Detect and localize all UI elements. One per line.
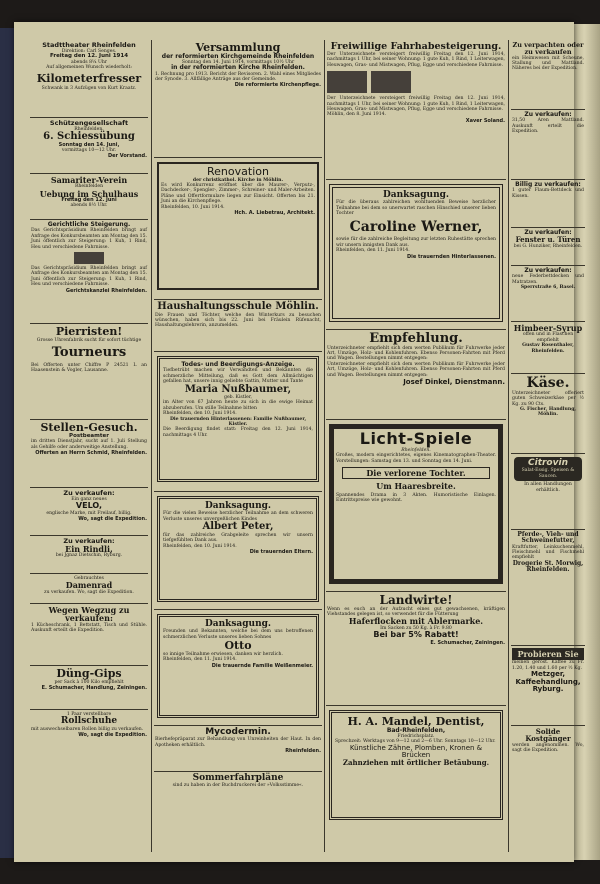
heading: Danksagung. xyxy=(382,190,450,200)
text: Friedrichsplatz. xyxy=(397,733,435,739)
signature: Gerichtskanzlei Rheinfelden. xyxy=(65,287,147,294)
signature: Die reformierte Kirchenpflege. xyxy=(234,82,321,89)
text: Sonntag den 14. Juni 1914, vormittags 10½ Uhr xyxy=(181,59,295,65)
text: Das Gerichtspräsidium Rheinfelden bringt auf Anfrage des Konkursbeamten am Montag den 15. Juni öffentlich zur Steigerung: 1 Kuh, 1 Rind, Heu und verschiedene Fahrnisse. xyxy=(31,228,147,250)
ad-mattland xyxy=(511,110,585,180)
ad-dentist xyxy=(326,706,506,826)
text: Unterzeichneter empfiehlt sich dem werten Publikum für Fuhrwerke jeder Art, Umzüge, Holz- und Kohlenfuhren. Ebenso Personen-Fahrten mit Pferd und Wagen. Bestellungen nimmt entgegen: xyxy=(327,361,505,378)
text: 31,50 Aren Mattland. Auskunft erteilt die Expedition. xyxy=(512,118,584,135)
play-title: Kilometerfresser xyxy=(36,71,142,85)
heading: Todes- und Beerdigungs-Anzeige. xyxy=(181,361,295,368)
text: Ein ganz neues xyxy=(71,496,107,502)
deceased-name: Maria Nußbaumer, xyxy=(184,383,292,395)
text: Der Unterzeichnete versteigert freiwillig Freitag den 12. Juni 1914, nachmittags 1 Uhr, bei seiner Wohnung: 1 gute Kuh, 1 Rind, 1 Leiterwagen, Heuwagen, Gras- und Mistwagen, Pflug, Egge und verschiedene Fahrnisse. xyxy=(327,96,505,112)
text: Rheinfelden, den 10. Juni 1914. xyxy=(163,543,237,549)
heading: Zu verkaufen: xyxy=(524,267,572,274)
ad-schuetzen xyxy=(30,118,148,174)
signature: Die trauernden Hinterlassenen. xyxy=(406,253,496,260)
item: Haferflocken mit Ablermarke. xyxy=(348,616,484,627)
text: Für die vielen Beweise herzlicher Teilnahme an dem schweren Verluste unseres unvergeßlichen Kindes xyxy=(163,511,313,522)
item: VELO, xyxy=(75,501,103,511)
heading: Mycodermin. xyxy=(205,727,271,737)
signature: Wo, sagt die Expedition. xyxy=(78,516,147,523)
heading: Billig zu verkaufen: xyxy=(515,181,581,188)
text: für das zahlreiche Grabgeleite sprechen wir unsern tiefgefühlten Dank aus. xyxy=(163,532,313,544)
text: Das Gerichtspräsidium Rheinfelden bringt auf Anfrage des Konkursbeamten am Montag den 15. Juni öffentlich zur Steigerung: 1 Kuh, 1 Rind, Heu und verschiedene Fahrnisse. xyxy=(31,265,147,288)
ad-danksagung-peter xyxy=(154,492,322,610)
signature: Offerten an Herrn Schmid, Rheinfelden. xyxy=(35,450,147,457)
text: 1. Rechnung pro 1913. Bericht der Revisoren. 2. Wahl eines Mitgliedes der Synode. 3. Allfällige Anträge aus der Gemeinde. xyxy=(155,71,321,82)
ad-sommerfahrplaene xyxy=(154,772,322,812)
text: Zahnziehen mit örtlicher Betäubung. xyxy=(342,758,490,768)
ad-renovation xyxy=(154,158,322,300)
heading: Solide Kostgänger xyxy=(525,727,571,744)
text: Unterzeichneter empfiehlt sich dem werten Publikum für Fuhrwerke jeder Art, Umzüge, Holz- und Kohlenfuhren. Ebenso Personen-Fahrten mit Pferd und Wagen. Bestellungen nimmt entgegen: xyxy=(327,345,505,362)
ad-pierristen xyxy=(30,324,148,420)
ad-futter xyxy=(511,530,585,646)
ad-dinggips xyxy=(30,666,148,710)
text: mit auswechselbaren Rollen billig zu verkaufen. xyxy=(31,726,144,732)
item: Ein Rindli, xyxy=(65,543,113,554)
text: sind zu haben in der Buchdruckerei der »Volksstimme«. xyxy=(172,783,304,789)
heading: Stellen-Gesuch. xyxy=(40,421,138,434)
heading: Pferde-, Vieh- und Schweinefutter, xyxy=(517,531,579,545)
deceased-name: Otto xyxy=(224,639,252,653)
ad-danksagung-werner xyxy=(326,180,506,330)
text: Postbeamter xyxy=(69,432,109,439)
text: werden angenommen. Wo, sagt die Expedition. xyxy=(512,742,584,754)
heading: Haushaltungsschule Möhlin. xyxy=(157,301,319,312)
heading: H. A. Mandel, Dentist, xyxy=(347,715,485,728)
ad-versammlung xyxy=(154,40,322,158)
column-rule xyxy=(508,40,509,852)
signature: E. Schumacher, Handlung, Zeiningen. xyxy=(41,684,147,691)
text: Künstliche Zähne, Plomben, Kronen & Brücken xyxy=(349,743,483,759)
signature: Die trauernden Hinterlassenen: Familie Nußbaumer, Kistler. xyxy=(169,416,307,428)
heading: Danksagung. xyxy=(204,501,272,511)
text: Spannendes Drama in 3 Akten. Humoristische Einlagen. Eintrittspreise wie gewohnt. xyxy=(336,492,496,504)
heading: Landwirte! xyxy=(379,593,453,607)
text: in der reformierten Kirche Rheinfelden. xyxy=(171,64,305,72)
heading: Pierristen! xyxy=(55,325,123,338)
heading: Samariter-Verein xyxy=(50,175,128,185)
heading: Danksagung. xyxy=(204,619,272,629)
text: 1 Paar verstellbare xyxy=(66,712,112,717)
deceased-name: Caroline Werner, xyxy=(349,218,483,235)
heading: Stadttheater Rheinfelden xyxy=(42,41,136,49)
book-spine xyxy=(0,28,14,858)
text: neue Federbettdecken und Matratzen. xyxy=(512,274,584,285)
text: im Alter von 67 Jahren heute zu sich in die ewige Heimat abzuberufen. Um stille Teilnahme bitten xyxy=(163,400,313,411)
ad-samariter xyxy=(30,174,148,220)
signature: E. Schumacher, Zeiningen. xyxy=(430,639,505,646)
column-2 xyxy=(154,40,322,852)
ad-rindli xyxy=(30,536,148,574)
text: zu verkaufen. Wo, sagt die Expedition. xyxy=(44,589,134,595)
heading: Zu verkaufen: xyxy=(524,229,572,236)
text: Gebrauchtes xyxy=(74,576,104,581)
ad-velo xyxy=(30,488,148,536)
signature: Metzger, Kaffeehandlung, Ryburg. xyxy=(515,670,581,693)
heading: Käse. xyxy=(526,375,570,391)
keyword: Tourneurs xyxy=(51,344,127,360)
discount: Bei bar 5% Rabatt! xyxy=(373,630,459,640)
text: Freitag den 12. Juni xyxy=(61,197,117,204)
ad-federbetten xyxy=(511,266,585,322)
ad-empfehlung xyxy=(326,330,506,420)
text: geb. Kistler, xyxy=(224,395,252,401)
text: 1 Kücheschrank, 1 Bettstatt, Tisch und Stühle. Auskunft erteilt die Expedition. xyxy=(31,622,147,634)
ad-lichtspiele xyxy=(326,420,506,592)
text: Rheinfelden, den 11. Juni 1914. xyxy=(163,657,237,663)
ad-damenrad xyxy=(30,574,148,604)
brand-logo: Citrovin xyxy=(528,458,568,468)
ad-steigerung xyxy=(30,220,148,324)
text: abends 8¼ Uhr xyxy=(71,59,107,65)
text: Auf allgemeinen Wunsch wiederholt: xyxy=(46,65,132,71)
text: Die Frauen und Töchter, welche den Winterkurs zu besuchen wünschen, haben sich bis 22. Juni bei Fräulein Rüfenacht, Haushaltungslehrerin, anzumelden. xyxy=(155,312,321,329)
signature: Drogerie St. Morwig, Rheinfelden. xyxy=(512,559,584,574)
signature: Rheinfelden. xyxy=(285,748,321,755)
text: der reformierten Kirchgemeinde Rheinfelden xyxy=(161,52,315,60)
cow-illustration xyxy=(327,71,367,93)
ad-landwirte xyxy=(326,592,506,706)
text: Bierhefepräparat zur Behandlung von Unreinheiten der Haut. In den Apotheken erhältlich. xyxy=(155,737,321,748)
heading: Himbeer-Syrup xyxy=(513,323,583,333)
signature: Xaver Soland. xyxy=(465,117,505,124)
text: Rheinfelden xyxy=(74,184,104,190)
ad-kaese xyxy=(511,374,585,454)
text: vormittags 10—12 Uhr. xyxy=(61,147,117,153)
ad-kostgaenger xyxy=(511,726,585,766)
signature: Wo, sagt die Expedition. xyxy=(78,732,147,739)
text: Bad-Rheinfelden, xyxy=(386,726,446,734)
column-3 xyxy=(326,40,506,852)
heading: Renovation xyxy=(207,165,269,178)
newspaper-page xyxy=(14,22,584,862)
text: Rheinfelden, 10. Juni 1914. xyxy=(161,204,225,210)
text: im dritten Dienstjahr, sucht auf 1. Juli Stellung als Gehilfe oder anderweitige Anstellung. xyxy=(31,439,147,450)
ad-fenster xyxy=(511,228,585,266)
column-1 xyxy=(30,40,148,852)
ad-todes-anzeige xyxy=(154,352,322,492)
signature: Sperrstraße 6, Basel. xyxy=(520,285,576,291)
heading: Empfehlung. xyxy=(369,331,463,346)
text: englische Marke, mit Freilauf, billig. xyxy=(46,510,132,516)
signature: Die trauernde Familie Weißenmeier. xyxy=(211,662,313,669)
heading: Zu verkaufen: xyxy=(63,537,115,545)
text: Die Beerdigung findet statt: Freitag den 12. Juni 1914, nachmittags 4 Uhr. xyxy=(163,427,313,438)
text: Rheinfelden. xyxy=(401,447,431,453)
signature: G. Fischer, Handlung, Möhlin. xyxy=(520,406,576,418)
heading: Sommerfahrpläne xyxy=(192,773,284,783)
ad-rollschuhe xyxy=(30,710,148,776)
ad-citrovin xyxy=(511,454,585,530)
text: Rheinfelden, den 11. Juni 1914. xyxy=(336,248,410,254)
cow-illustration xyxy=(74,252,104,264)
text: Sonntag den 14. Juni, xyxy=(58,141,120,148)
text: Freunden und Bekannten, welche bei dem uns betroffenen schmerzlichen Verluste unseres lieben Sohnes xyxy=(163,629,313,640)
text: Grosse Uhrenfabrik sucht für sofort tüchtige xyxy=(36,337,142,343)
text: offen und in Flaschen empfiehlt xyxy=(522,332,574,343)
text: meinen geröst. Kaffee zu Fr. 1.20, 1.40 und 1.60 per ½ Kg. xyxy=(512,660,584,671)
text: bei Jgnaz Dietschin, Ryburg. xyxy=(55,553,123,559)
heading: Zu verkaufen: xyxy=(63,489,115,497)
signature: Gustav Rosenthaler, Rheinfelden. xyxy=(522,343,574,354)
item: Rollschuhe xyxy=(60,716,118,727)
signature: Die trauernden Eltern. xyxy=(249,548,313,555)
text: ein Heimwesen mit Scheune, Stallung und Mattland. Näheres bei der Expedition. xyxy=(512,55,584,72)
text: der christkathol. Kirche in Möhlin. xyxy=(192,177,284,183)
heading: Zu verpachten oder zu verkaufen xyxy=(512,41,584,56)
text: In allen Handlungen erhältlich. xyxy=(524,482,572,493)
event: Uebung im Schulhaus xyxy=(39,188,139,199)
price: Im Sacken zu 50 Kg. à Fr. 9.80 xyxy=(380,625,452,631)
heading: Wegen Wegzug zu verkaufen: xyxy=(48,605,130,624)
text: Bei Offerten unter Chiffre P 24521 L an Haasenstein & Vogler, Lausanne. xyxy=(31,362,147,373)
signature: bei G. Hunziker, Rheinfelden. xyxy=(513,243,583,249)
column-rule xyxy=(324,40,325,852)
text: Möhlin, den 8. Juni 1914. xyxy=(327,112,387,118)
text: Der Unterzeichnete versteigert freiwillig Freitag den 12. Juni 1914, nachmittags 1 Uhr, bei seiner Wohnung: 1 gute Kuh, 1 Rind, 1 Leiterwagen, Heuwagen, Gras- und Mistwagen, Pflug, Egge und verschiedene Fahrnisse. xyxy=(327,51,505,68)
text: abends 8½ Uhr. xyxy=(70,203,108,209)
text: Großes, modern eingerichtetes, eigenes Kinematographen-Theater. Vorstellungen: Samstag den 13. und Sonntag den 14. Juni. xyxy=(336,453,496,464)
signature: Josef Dinkel, Dienstmann. xyxy=(403,378,505,387)
ad-mycodermin xyxy=(154,726,322,772)
text: Salat-Essig. Speisen & Saucen. xyxy=(521,468,575,479)
column-4 xyxy=(511,40,585,852)
text: 1 guter Flaum-Bettdeck und Kissen. xyxy=(512,188,584,199)
item: Damenrad xyxy=(65,580,113,591)
heading: Düng-Gips xyxy=(56,667,122,680)
text: per Sack à 100 Kilo empfiehlt xyxy=(54,679,124,685)
text: sowie für die zahlreiche Begleitung zur letzten Ruhestätte sprechen wir unsern innigsten Dank aus. xyxy=(336,237,496,248)
text: Rheinfelden. xyxy=(74,126,104,132)
text: Es wird Konkurrenz eröffnet über die Maurer-, Verputz-, Dachdecker-, Spengler-, Zimmer-, Schreiner- und Maler-Arbeiten. Pläne und Offertformulare liegen zur Einsicht. Offerten bis 21. Juni an die Kirchenpflege. xyxy=(161,182,315,205)
text: Sprechzeit: Werktags von 9—12 und 2—6 Uhr. Sonntags 10—12 Uhr. xyxy=(335,739,496,745)
wagon-illustration xyxy=(371,71,411,93)
ad-stellen xyxy=(30,420,148,488)
event: 6. Schiessübung xyxy=(43,131,135,143)
deceased-name: Albert Peter, xyxy=(202,521,274,533)
heading: Probieren Sie xyxy=(512,648,584,660)
text: Rheinfelden, den 10. Juni 1914. xyxy=(163,411,237,417)
ad-himbeer xyxy=(511,322,585,374)
heading: Freiwillige Fahrhabesteigerung. xyxy=(330,41,502,52)
ad-probieren xyxy=(511,646,585,726)
heading: Gerichtliche Steigerung. xyxy=(47,221,131,228)
text: Schwank in 3 Aufzügen von Kurt Kraatz. xyxy=(41,86,137,92)
signature: Hch. A. Liebetrau, Architekt. xyxy=(234,209,315,216)
text: Direktion: Carl Senges. xyxy=(61,48,117,54)
text: Kraftfutter, Leinkuchenmehl, Fleischmehl und Fischmehl empfiehlt xyxy=(512,544,584,561)
ad-bettdeck xyxy=(511,180,585,228)
ad-wegzug xyxy=(30,604,148,666)
text: Freitag den 12. Juni 1914 xyxy=(49,53,129,60)
ad-theater xyxy=(30,40,148,118)
text: Wenn es euch an der Aufzucht eines gut gewachsenen, kräftigen Viehstandes gelegen ist, so verwendet für die Fütterung xyxy=(327,606,505,617)
text: Für die überaus zahlreichen wohltuenden Beweise herzlicher Teilnahme bei dem so unerwartet raschen Hinschied unserer lieben Tochter xyxy=(336,200,496,217)
item: Fenster u. Türen xyxy=(515,235,581,245)
ad-danksagung-otto xyxy=(154,610,322,726)
film-title: Um Haaresbreite. xyxy=(376,481,456,492)
heading: Schützengesellschaft xyxy=(49,119,129,127)
text: Unterzeichneter offeriert guten Schweizerkäse per ½ Kg. zu 90 Cts. xyxy=(512,390,584,407)
text: Tiefbetrübt machen wir Verwandten und Bekannten die schmerzliche Mitteilung, daß es Gott dem Allmächtigen gefallen hat, unsere innig geliebte Gattin, Mutter und Tante xyxy=(163,368,313,385)
heading: Zu verkaufen: xyxy=(524,111,572,118)
signature: Der Vorstand. xyxy=(107,153,147,160)
film-title: Die verlorene Tochter. xyxy=(342,467,490,479)
heading: Versammlung xyxy=(195,41,281,54)
column-rule xyxy=(151,40,152,852)
ad-haushaltungsschule xyxy=(154,300,322,352)
ad-baugut xyxy=(511,40,585,110)
ad-fahrhabesteigerung xyxy=(326,40,506,180)
heading: Licht-Spiele xyxy=(359,429,473,448)
text: so innige Teilnahme erwiesen, danken wir herzlich. xyxy=(163,651,283,657)
